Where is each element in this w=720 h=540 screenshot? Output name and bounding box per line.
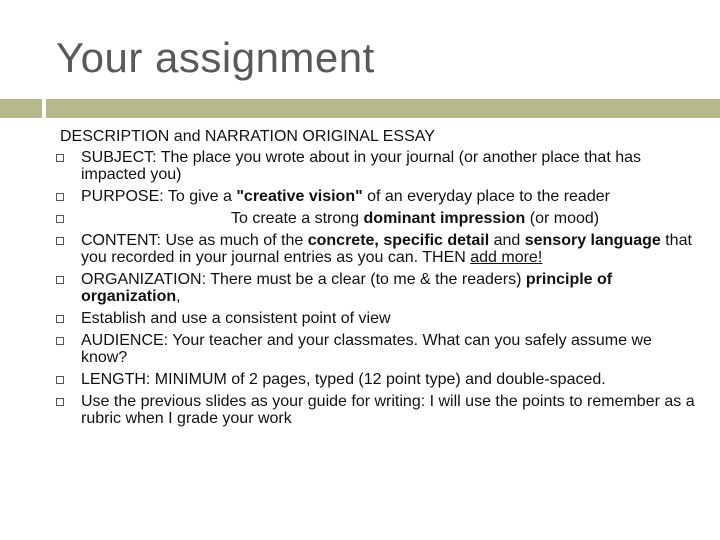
bullet-item	[56, 310, 696, 327]
bullet-text: SUBJECT: The place you wrote about in your journal (or another place that has impacted you)	[81, 149, 642, 183]
bullet-text: ORGANIZATION: There must be a clear (to me & the readers)	[81, 271, 526, 288]
bullet-text: ,	[176, 288, 181, 305]
assignment-heading: DESCRIPTION and NARRATION ORIGINAL ESSAY	[60, 128, 435, 145]
bullet-text: To create a strong	[231, 210, 364, 227]
accent-bar-left	[0, 99, 42, 118]
bullet-text: that you recorded in your journal entries as you can. THEN	[81, 232, 692, 266]
bullet-item	[56, 149, 696, 183]
emphasis-text: "creative vision"	[236, 188, 363, 205]
bullet-item	[56, 332, 696, 366]
hollow-square-bullet-icon	[56, 376, 64, 384]
bullet-text: AUDIENCE: Your teacher and your classmates. What can you safely assume we know?	[81, 332, 652, 366]
bullet-text: and	[489, 232, 525, 249]
accent-bar-right	[46, 99, 720, 118]
bullet-text: Establish and use a consistent point of view	[81, 310, 391, 327]
bullet-text: (or mood)	[525, 210, 600, 227]
bullet-text: Use the previous slides as your guide for writing: I will use the points to remember as a rubric when I grade your work	[81, 393, 695, 427]
bullet-item	[56, 210, 696, 227]
hollow-square-bullet-icon	[56, 398, 64, 406]
bullet-text: of an everyday place to the reader	[362, 188, 610, 205]
underlined-text: add more!	[470, 249, 543, 266]
bullet-text: CONTENT: Use as much of the	[81, 232, 308, 249]
hollow-square-bullet-icon	[56, 237, 64, 245]
emphasis-text: principle of organization	[81, 271, 613, 305]
slide-title: Your assignment	[56, 34, 375, 81]
emphasis-text: dominant impression	[363, 210, 526, 227]
hollow-square-bullet-icon	[56, 154, 64, 162]
emphasis-text: sensory language	[524, 232, 661, 249]
hollow-square-bullet-icon	[56, 193, 64, 201]
bullet-item	[56, 232, 696, 266]
bullet-item	[56, 393, 696, 427]
hollow-square-bullet-icon	[56, 215, 64, 223]
bullet-text: PURPOSE: To give a	[81, 188, 237, 205]
hollow-square-bullet-icon	[56, 337, 64, 345]
bullet-item	[56, 188, 696, 205]
hollow-square-bullet-icon	[56, 276, 64, 284]
bullet-list	[56, 149, 696, 427]
bullet-item	[56, 371, 696, 388]
slide-body	[56, 128, 696, 432]
bullet-text: LENGTH: MINIMUM of 2 pages, typed (12 point type) and double-spaced.	[81, 371, 606, 388]
bullet-item	[56, 271, 696, 305]
emphasis-text: concrete, specific detail	[307, 232, 490, 249]
hollow-square-bullet-icon	[56, 315, 64, 323]
